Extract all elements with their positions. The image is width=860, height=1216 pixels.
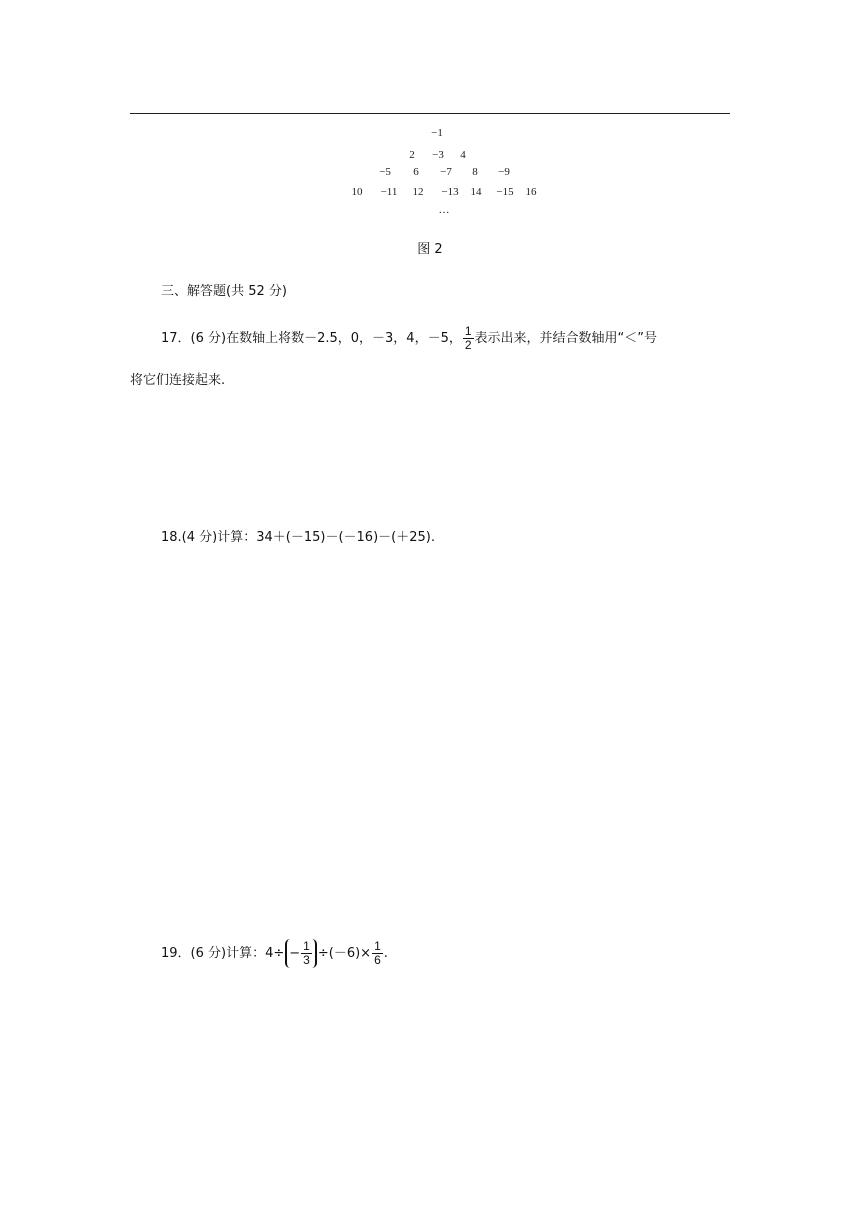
fraction-denominator: 6 xyxy=(374,953,381,967)
pyramid-number: −9 xyxy=(498,166,510,178)
fraction-numerator: 1 xyxy=(374,939,381,953)
pyramid-ellipsis: … xyxy=(438,204,450,216)
pyramid-number: 2 xyxy=(409,149,415,161)
section-heading: 三、解答题(共 52 分) xyxy=(161,284,287,299)
question-17-line-2: 将它们连接起来. xyxy=(130,373,226,388)
figure-caption: 图 2 xyxy=(417,242,443,257)
pyramid-number: 10 xyxy=(351,186,363,198)
fraction-one-sixth xyxy=(372,940,383,967)
pyramid-number: 4 xyxy=(460,149,466,161)
pyramid-number: −13 xyxy=(441,186,459,198)
pyramid-number: −7 xyxy=(440,166,452,178)
pyramid-number: −1 xyxy=(431,127,443,139)
fraction-denominator: 3 xyxy=(303,953,310,967)
question-17-text-after: 表示出来，并结合数轴用“＜”号 xyxy=(474,331,658,346)
pyramid-number: −15 xyxy=(496,186,514,198)
pyramid-number: 14 xyxy=(470,186,482,198)
pyramid-number: 16 xyxy=(525,186,537,198)
question-17-text-before: 17．(6 分)在数轴上将数－2.5，0，－3，4，－5， xyxy=(161,331,462,346)
question-18: 18.(4 分)计算：34＋(－15)－(－16)－(＋25). xyxy=(161,530,435,545)
fraction-one-third xyxy=(301,940,312,967)
fraction-denominator: 2 xyxy=(464,338,472,352)
pyramid-number: −11 xyxy=(380,186,398,198)
question-19-suffix: . xyxy=(383,946,388,961)
pyramid-number: 6 xyxy=(413,166,419,178)
fraction-numerator: 1 xyxy=(303,939,310,953)
pyramid-number: 12 xyxy=(412,186,424,198)
negative-sign: − xyxy=(289,946,301,961)
question-19-prefix: 19．(6 分)计算：4÷ xyxy=(161,946,285,961)
fraction-numerator: 1 xyxy=(464,324,472,338)
question-19-middle: ÷(－6)× xyxy=(317,946,372,961)
pyramid-number: 8 xyxy=(472,166,478,178)
question-19 xyxy=(161,939,388,968)
pyramid-number: −5 xyxy=(379,166,391,178)
question-17-line-1 xyxy=(161,325,657,352)
fraction-one-half xyxy=(463,325,474,352)
pyramid-number: −3 xyxy=(432,149,444,161)
bracketed-fraction xyxy=(285,939,317,968)
header-rule xyxy=(130,113,730,114)
